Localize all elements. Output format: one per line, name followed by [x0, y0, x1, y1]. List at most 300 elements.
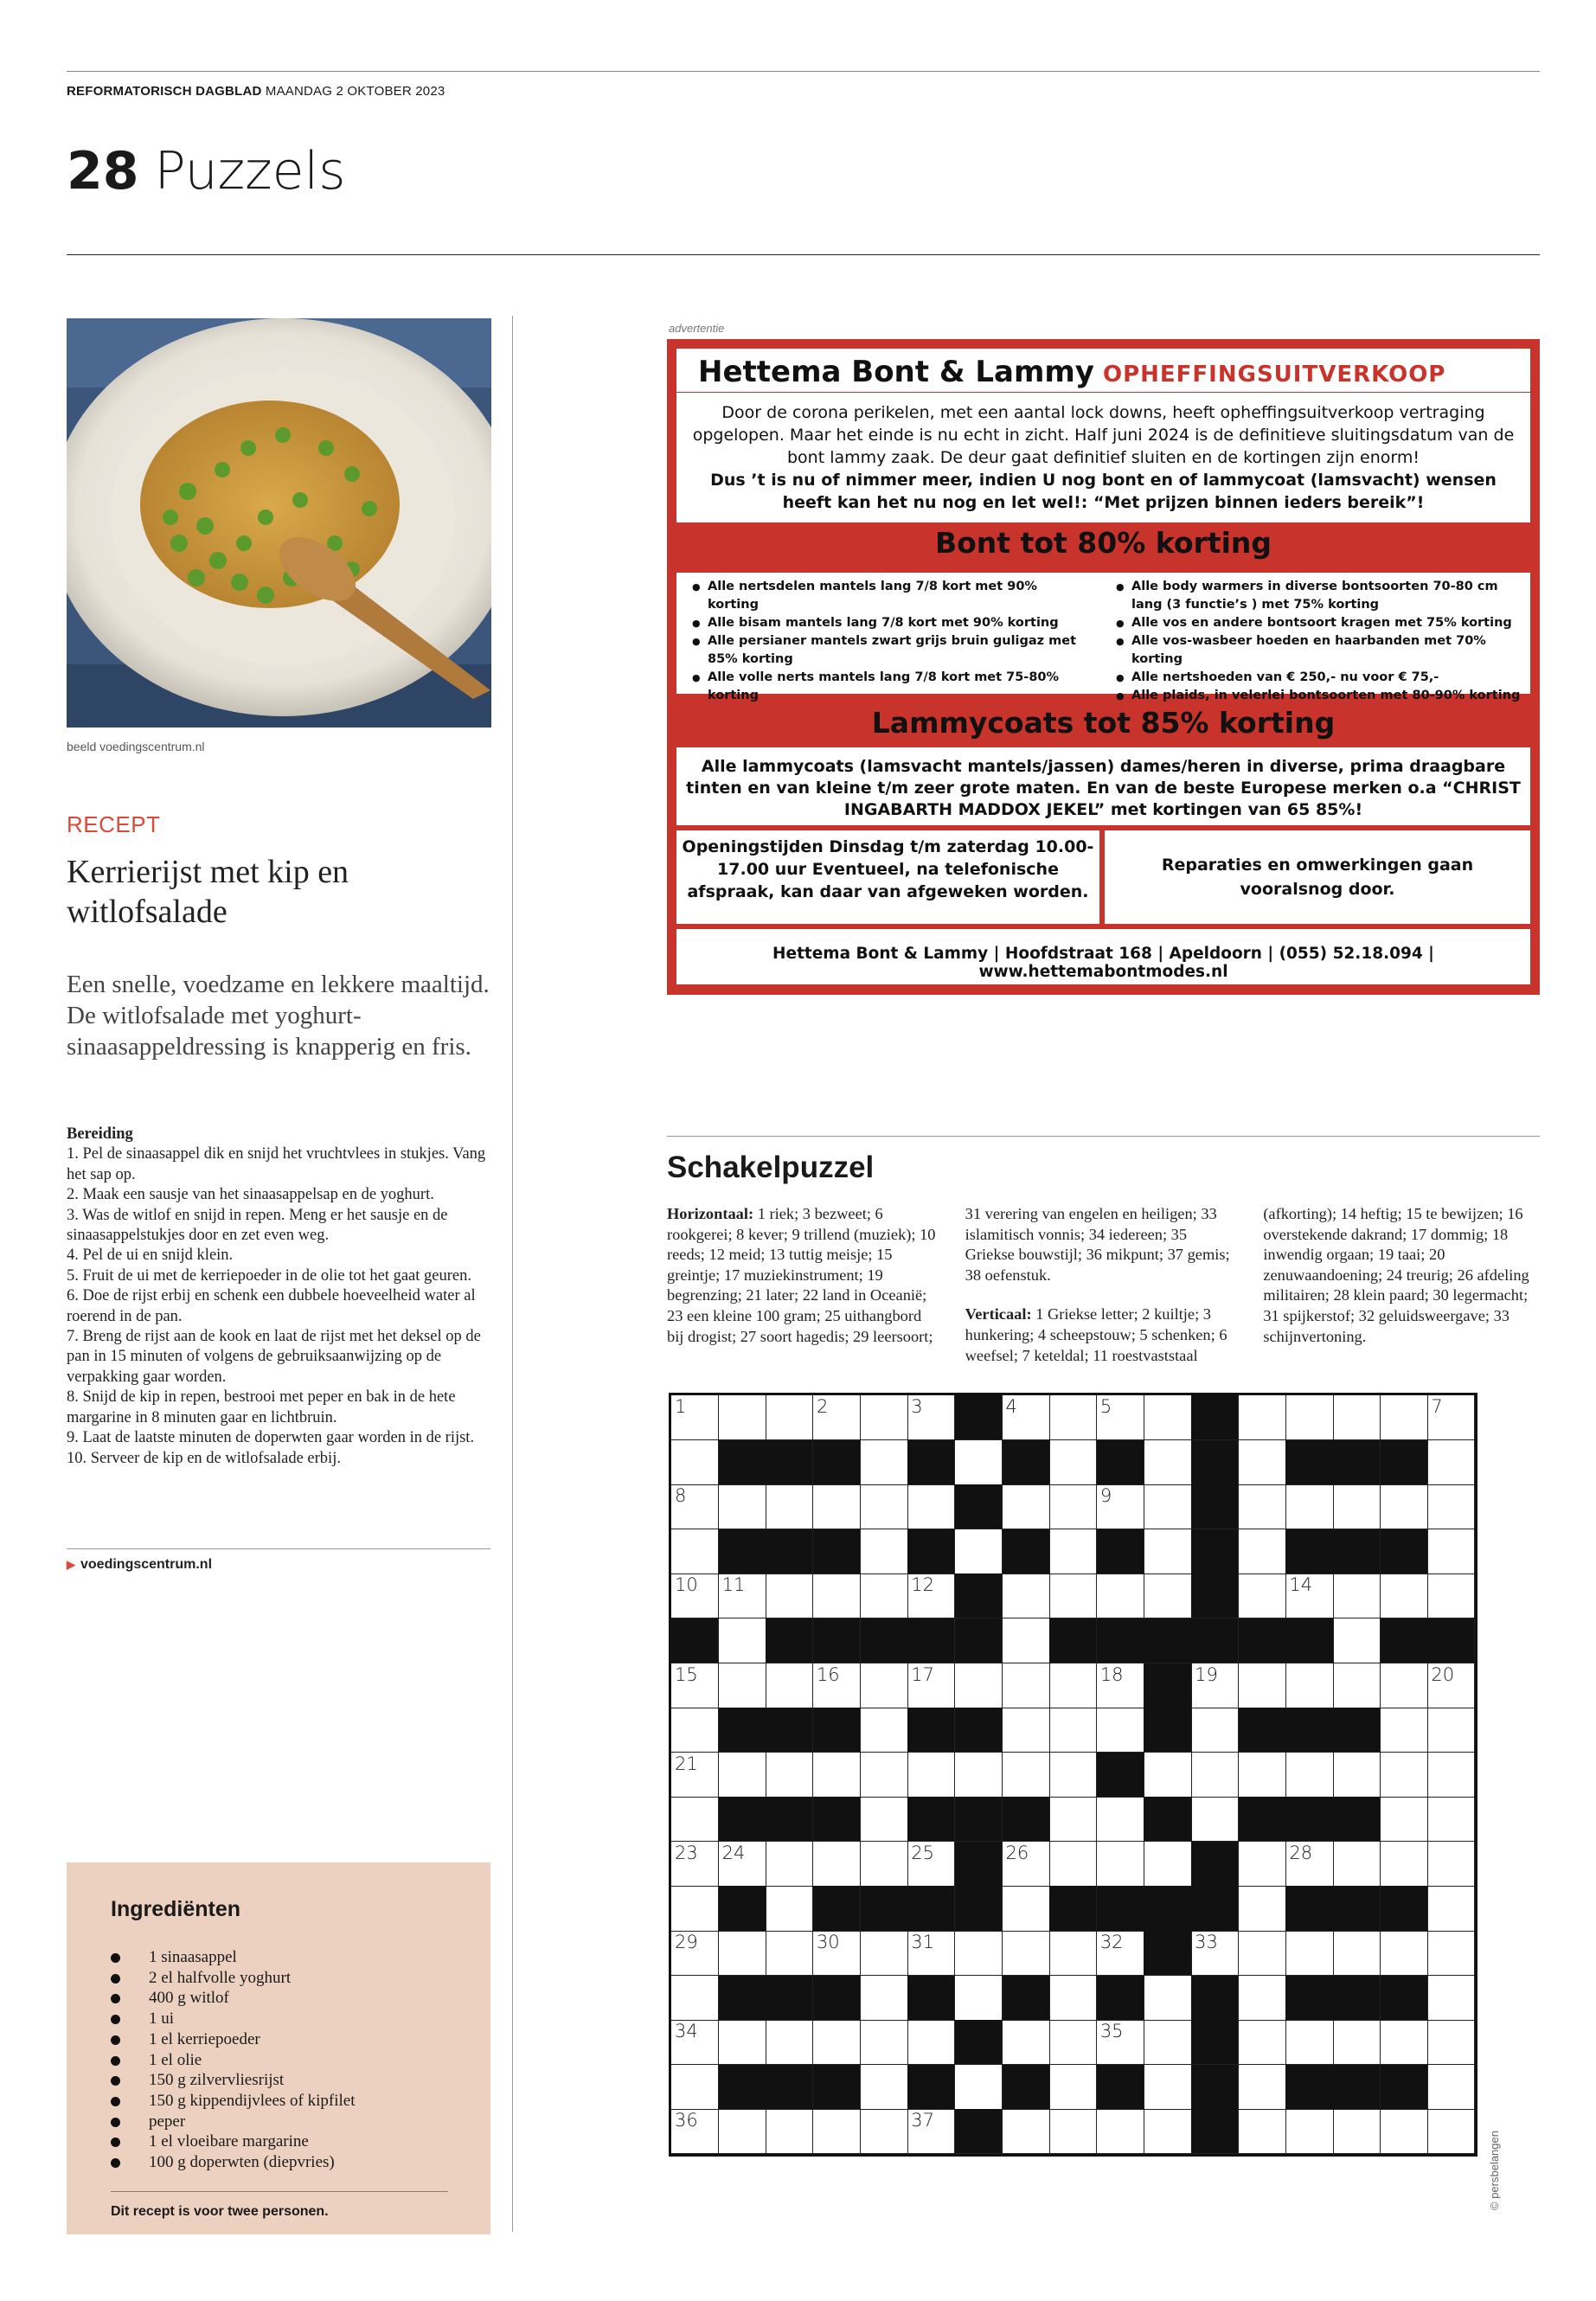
grid-cell[interactable]	[1191, 1708, 1239, 1753]
grid-cell[interactable]	[1381, 1842, 1428, 1887]
grid-cell[interactable]	[1097, 1484, 1144, 1529]
grid-block	[1381, 1886, 1428, 1931]
grid-cell[interactable]	[719, 1395, 766, 1440]
grid-block	[1097, 1886, 1144, 1931]
clues-across-label: Horizontaal:	[667, 1205, 754, 1222]
grid-block	[1097, 2065, 1144, 2110]
grid-cell[interactable]	[813, 1663, 861, 1708]
grid-cell[interactable]	[1191, 1931, 1239, 1976]
grid-cell[interactable]	[1381, 1931, 1428, 1976]
lammy-discount-pre: Lammycoats tot	[871, 706, 1131, 740]
arrow-right-icon: ▶	[67, 1558, 75, 1571]
grid-cell[interactable]	[1049, 1797, 1097, 1842]
grid-cell[interactable]	[1049, 1976, 1097, 2021]
grid-cell[interactable]	[1097, 1574, 1144, 1618]
grid-cell[interactable]	[955, 1931, 1003, 1976]
grid-block	[1191, 2109, 1239, 2154]
grid-cell[interactable]	[1285, 2109, 1333, 2154]
grid-cell[interactable]	[861, 1484, 908, 1529]
grid-cell[interactable]	[1427, 2109, 1475, 2154]
grid-cell[interactable]	[813, 2109, 861, 2154]
grid-cell[interactable]	[813, 1842, 861, 1887]
grid-block	[1381, 1440, 1428, 1485]
grid-cell[interactable]	[813, 1931, 861, 1976]
grid-cell[interactable]	[1333, 1842, 1381, 1887]
grid-cell[interactable]	[861, 1842, 908, 1887]
recipe-method	[67, 1125, 495, 1469]
grid-cell[interactable]	[1097, 1931, 1144, 1976]
bont-offer-item: ● Alle vos-wasbeer hoeden en haarbanden met 70% korting	[1112, 632, 1524, 669]
grid-cell[interactable]	[1003, 1618, 1050, 1663]
grid-cell[interactable]	[1427, 2065, 1475, 2110]
grid-block	[907, 2065, 955, 2110]
grid-cell[interactable]	[1381, 1753, 1428, 1798]
grid-cell[interactable]	[1427, 1753, 1475, 1798]
grid-cell[interactable]	[1427, 2020, 1475, 2065]
grid-cell[interactable]	[671, 1797, 719, 1842]
grid-cell[interactable]	[1427, 1708, 1475, 1753]
repairs-note: Reparaties en omwerkingen gaan vooralsnog door.	[1161, 856, 1474, 899]
grid-cell[interactable]	[719, 1484, 766, 1529]
advert-title	[698, 355, 1445, 389]
advert-brand: Hettema Bont & Lammy	[698, 355, 1094, 389]
grid-block	[813, 1708, 861, 1753]
grid-cell[interactable]	[955, 1529, 1003, 1574]
grid-block	[1381, 1976, 1428, 2021]
grid-cell[interactable]	[1003, 1753, 1050, 1798]
grid-cell[interactable]	[766, 1574, 813, 1618]
clues-down-label: Verticaal:	[965, 1305, 1032, 1324]
grid-cell[interactable]	[1097, 1663, 1144, 1708]
grid-cell[interactable]	[1239, 1529, 1286, 1574]
grid-block	[1049, 1618, 1097, 1663]
grid-cell[interactable]	[1003, 2020, 1050, 2065]
grid-clue-number: 33	[1195, 1932, 1218, 1953]
grid-cell[interactable]	[1333, 1663, 1381, 1708]
grid-cell[interactable]	[861, 1663, 908, 1708]
ingredient-item: 1 el olie	[111, 2050, 474, 2071]
grid-cell[interactable]	[1049, 1663, 1097, 1708]
grid-cell[interactable]	[671, 2065, 719, 2110]
grid-cell[interactable]	[1427, 1842, 1475, 1887]
grid-block	[1333, 1797, 1381, 1842]
grid-cell[interactable]	[1285, 2020, 1333, 2065]
recipe-source-link[interactable]	[67, 1557, 212, 1573]
grid-cell[interactable]	[766, 1931, 813, 1976]
grid-cell[interactable]	[1239, 1395, 1286, 1440]
grid-block	[955, 1574, 1003, 1618]
grid-cell[interactable]	[955, 1440, 1003, 1485]
grid-block	[1333, 1529, 1381, 1574]
grid-clue-number: 31	[911, 1932, 934, 1953]
grid-cell[interactable]	[861, 1976, 908, 2021]
grid-cell[interactable]	[1381, 1484, 1428, 1529]
grid-block	[1381, 1618, 1428, 1663]
grid-block	[719, 1797, 766, 1842]
grid-cell[interactable]	[671, 1663, 719, 1708]
grid-cell[interactable]	[1239, 2109, 1286, 2154]
grid-block	[1333, 1440, 1381, 1485]
grid-cell[interactable]	[1427, 1395, 1475, 1440]
method-step: 6. Doe de rijst erbij en schenk een dubbele hoeveelheid water al roerend in de pan.	[67, 1287, 476, 1325]
grid-cell[interactable]	[1003, 1842, 1050, 1887]
grid-cell[interactable]	[1097, 1395, 1144, 1440]
grid-clue-number: 28	[1289, 1842, 1313, 1863]
grid-cell[interactable]	[1333, 1395, 1381, 1440]
method-step: 4. Pel de ui en snijd klein.	[67, 1247, 234, 1265]
grid-block	[813, 1797, 861, 1842]
grid-cell[interactable]	[719, 1618, 766, 1663]
grid-block	[766, 1797, 813, 1842]
ingredients-box	[67, 1862, 490, 2234]
grid-cell[interactable]	[1427, 1663, 1475, 1708]
grid-clue-number: 1	[675, 1396, 687, 1417]
grid-cell[interactable]	[1097, 1708, 1144, 1753]
grid-cell[interactable]	[671, 1395, 719, 1440]
grid-cell[interactable]	[1097, 2020, 1144, 2065]
grid-cell[interactable]	[1285, 1395, 1333, 1440]
grid-block	[1191, 1842, 1239, 1887]
grid-clue-number: 11	[721, 1574, 746, 1596]
grid-block	[1239, 1708, 1286, 1753]
grid-cell[interactable]	[766, 1753, 813, 1798]
advert-contact: Hettema Bont & Lammy | Hoofdstraat 168 | Apeldoorn | (055) 52.18.094 | www.hettemabontmodes.nl	[772, 945, 1434, 981]
grid-cell[interactable]	[1333, 2020, 1381, 2065]
grid-cell[interactable]	[1144, 2065, 1191, 2110]
grid-block	[1333, 1708, 1381, 1753]
grid-cell[interactable]	[1427, 1484, 1475, 1529]
grid-cell[interactable]	[1144, 1753, 1191, 1798]
grid-cell[interactable]	[1381, 1797, 1428, 1842]
grid-cell[interactable]	[671, 1842, 719, 1887]
grid-block	[1144, 1931, 1191, 1976]
grid-cell[interactable]	[1049, 1395, 1097, 1440]
grid-cell[interactable]	[719, 1931, 766, 1976]
grid-cell[interactable]	[1285, 1663, 1333, 1708]
grid-cell[interactable]	[907, 1395, 955, 1440]
grid-cell[interactable]	[1333, 1931, 1381, 1976]
grid-cell[interactable]	[1427, 1976, 1475, 2021]
grid-cell[interactable]	[861, 2109, 908, 2154]
grid-cell[interactable]	[907, 1574, 955, 1618]
grid-cell[interactable]	[1049, 1753, 1097, 1798]
grid-cell[interactable]	[813, 2020, 861, 2065]
grid-cell[interactable]	[861, 1708, 908, 1753]
grid-cell[interactable]	[1381, 1574, 1428, 1618]
bont-offers-box	[676, 573, 1530, 702]
ingredients-list	[111, 1947, 474, 2173]
grid-cell[interactable]	[1191, 1663, 1239, 1708]
masthead-date: MAANDAG 2 OKTOBER 2023	[265, 84, 445, 99]
grid-cell[interactable]	[907, 1753, 955, 1798]
grid-cell[interactable]	[1239, 1886, 1286, 1931]
crossword-grid[interactable]	[669, 1393, 1477, 2157]
grid-block	[955, 1842, 1003, 1887]
grid-block	[766, 1708, 813, 1753]
grid-cell[interactable]	[1239, 2020, 1286, 2065]
grid-block	[766, 1618, 813, 1663]
grid-cell[interactable]	[1239, 1574, 1286, 1618]
grid-cell[interactable]	[813, 1395, 861, 1440]
grid-cell[interactable]	[1381, 2109, 1428, 2154]
ingredient-item: 150 g kippendijvlees of kipfilet	[111, 2091, 474, 2112]
grid-cell[interactable]	[719, 1842, 766, 1887]
grid-block	[1144, 1663, 1191, 1708]
grid-cell[interactable]	[1003, 1886, 1050, 1931]
grid-block	[1333, 1976, 1381, 2021]
grid-cell[interactable]	[1049, 1842, 1097, 1887]
photo-credit: beeld voedingscentrum.nl	[67, 740, 205, 753]
grid-cell[interactable]	[907, 2020, 955, 2065]
grid-cell[interactable]	[1239, 1440, 1286, 1485]
grid-cell[interactable]	[1381, 2020, 1428, 2065]
grid-cell[interactable]	[1049, 1708, 1097, 1753]
grid-cell[interactable]	[671, 1753, 719, 1798]
grid-block	[861, 1886, 908, 1931]
grid-cell[interactable]	[955, 1976, 1003, 2021]
method-step: 5. Fruit de ui met de kerriepoeder in de olie tot het gaat geuren.	[67, 1266, 471, 1285]
grid-cell[interactable]	[1144, 1529, 1191, 1574]
grid-block	[1049, 1886, 1097, 1931]
grid-block	[719, 1529, 766, 1574]
grid-cell[interactable]	[1239, 1931, 1286, 1976]
grid-clue-number: 14	[1289, 1574, 1313, 1596]
grid-cell[interactable]	[955, 2065, 1003, 2110]
grid-block	[719, 1440, 766, 1485]
grid-cell[interactable]	[813, 1574, 861, 1618]
grid-block	[1003, 1529, 1050, 1574]
grid-cell[interactable]	[1381, 1663, 1428, 1708]
method-step: 1. Pel de sinaasappel dik en snijd het vruchtvlees in stukjes. Vang het sap op.	[67, 1145, 486, 1183]
grid-cell[interactable]	[1191, 1753, 1239, 1798]
grid-cell[interactable]	[766, 1663, 813, 1708]
grid-cell[interactable]	[1097, 2109, 1144, 2154]
grid-clue-number: 5	[1099, 1396, 1112, 1417]
grid-cell[interactable]	[671, 1886, 719, 1931]
grid-block	[907, 1529, 955, 1574]
bont-offer-item: ● Alle nertshoeden van € 250,- nu voor € 75,-	[1112, 669, 1524, 687]
grid-cell[interactable]	[861, 1753, 908, 1798]
advert-footer-box	[676, 929, 1530, 984]
grid-block	[1191, 1440, 1239, 1485]
grid-cell[interactable]	[1097, 1842, 1144, 1887]
grid-cell[interactable]	[1003, 1484, 1050, 1529]
grid-cell[interactable]	[955, 1663, 1003, 1708]
grid-cell[interactable]	[1239, 1976, 1286, 2021]
grid-cell[interactable]	[1381, 1708, 1428, 1753]
grid-block	[719, 2065, 766, 2110]
grid-cell[interactable]	[671, 1484, 719, 1529]
grid-cell[interactable]	[1003, 1663, 1050, 1708]
grid-cell[interactable]	[1239, 1753, 1286, 1798]
grid-cell[interactable]	[1191, 1797, 1239, 1842]
grid-cell[interactable]	[1427, 1440, 1475, 1485]
grid-block	[1191, 1976, 1239, 2021]
grid-block	[1285, 1440, 1333, 1485]
grid-block	[1003, 1976, 1050, 2021]
grid-cell[interactable]	[1333, 1484, 1381, 1529]
grid-cell[interactable]	[1239, 1663, 1286, 1708]
grid-cell[interactable]	[1049, 1574, 1097, 1618]
grid-cell[interactable]	[907, 1842, 955, 1887]
grid-cell[interactable]	[955, 1753, 1003, 1798]
grid-clue-number: 9	[1099, 1485, 1112, 1507]
grid-block	[955, 1886, 1003, 1931]
grid-block	[1191, 1886, 1239, 1931]
grid-cell[interactable]	[1097, 1797, 1144, 1842]
grid-cell[interactable]	[766, 1395, 813, 1440]
grid-cell[interactable]	[1239, 2065, 1286, 2110]
grid-cell[interactable]	[861, 1395, 908, 1440]
grid-cell[interactable]	[1049, 1484, 1097, 1529]
grid-cell[interactable]	[1049, 1529, 1097, 1574]
grid-block	[719, 1708, 766, 1753]
advert-label: advertentie	[669, 322, 725, 335]
grid-cell[interactable]	[1003, 1574, 1050, 1618]
grid-block	[955, 1797, 1003, 1842]
grid-cell[interactable]	[766, 1886, 813, 1931]
grid-block	[1285, 1618, 1333, 1663]
page-number: 28	[67, 141, 139, 202]
grid-cell[interactable]	[1333, 2109, 1381, 2154]
method-step: 3. Was de witlof en snijd in repen. Meng er het sausje en de sinaasappelstukjes door en zet even weg.	[67, 1206, 448, 1245]
grid-block	[955, 1618, 1003, 1663]
grid-cell[interactable]	[671, 1440, 719, 1485]
grid-cell[interactable]	[1144, 2020, 1191, 2065]
puzzle-title: Schakelpuzzel	[667, 1150, 875, 1184]
grid-cell[interactable]	[1144, 1484, 1191, 1529]
grid-cell[interactable]	[907, 1931, 955, 1976]
grid-clue-number: 15	[675, 1663, 698, 1685]
grid-cell[interactable]	[719, 1753, 766, 1798]
grid-block	[1191, 1618, 1239, 1663]
grid-cell[interactable]	[1003, 1708, 1050, 1753]
grid-cell[interactable]	[1427, 1931, 1475, 1976]
grid-cell[interactable]	[1381, 1395, 1428, 1440]
grid-cell[interactable]	[719, 1574, 766, 1618]
grid-cell[interactable]	[1285, 1574, 1333, 1618]
grid-block	[1381, 1529, 1428, 1574]
grid-cell[interactable]	[907, 1663, 955, 1708]
grid-cell[interactable]	[1333, 1618, 1381, 1663]
grid-block	[1285, 1797, 1333, 1842]
grid-cell[interactable]	[907, 1484, 955, 1529]
grid-cell[interactable]	[861, 1797, 908, 1842]
grid-cell[interactable]	[861, 1440, 908, 1485]
grid-cell[interactable]	[861, 2020, 908, 2065]
recipe-source-text[interactable]: voedingscentrum.nl	[80, 1557, 213, 1572]
grid-cell[interactable]	[813, 1753, 861, 1798]
grid-cell[interactable]	[719, 1663, 766, 1708]
grid-clue-number: 23	[675, 1842, 698, 1863]
ingredients-title: Ingrediënten	[111, 1897, 241, 1921]
grid-clue-number: 10	[675, 1574, 698, 1596]
grid-cell[interactable]	[1144, 1574, 1191, 1618]
grid-cell[interactable]	[671, 1976, 719, 2021]
grid-block	[1191, 1529, 1239, 1574]
grid-block	[1097, 1618, 1144, 1663]
grid-cell[interactable]	[1049, 1440, 1097, 1485]
grid-cell[interactable]	[671, 1931, 719, 1976]
ingredient-item: 1 el vloeibare margarine	[111, 2131, 474, 2152]
grid-cell[interactable]	[1427, 1574, 1475, 1618]
grid-cell[interactable]	[671, 1708, 719, 1753]
grid-cell[interactable]	[766, 2109, 813, 2154]
grid-cell[interactable]	[671, 1529, 719, 1574]
grid-cell[interactable]	[1049, 1931, 1097, 1976]
grid-cell[interactable]	[1427, 1797, 1475, 1842]
recipe-intro: Een snelle, voedzame en lekkere maaltijd. De witlofsalade met yoghurt-sinaasappeldressing is knapperig en fris.	[67, 971, 490, 1061]
grid-cell[interactable]	[1144, 1976, 1191, 2021]
grid-block	[1191, 2065, 1239, 2110]
grid-cell[interactable]	[766, 1484, 813, 1529]
grid-cell[interactable]	[1333, 1753, 1381, 1798]
grid-cell[interactable]	[861, 1529, 908, 1574]
grid-cell[interactable]	[1049, 2109, 1097, 2154]
grid-cell[interactable]	[1049, 2065, 1097, 2110]
grid-cell[interactable]	[1285, 1753, 1333, 1798]
grid-cell[interactable]	[1144, 1440, 1191, 1485]
grid-cell[interactable]	[719, 2020, 766, 2065]
grid-cell[interactable]	[1144, 2109, 1191, 2154]
grid-cell[interactable]	[1144, 1842, 1191, 1887]
grid-block	[813, 1976, 861, 2021]
grid-cell[interactable]	[861, 1931, 908, 1976]
grid-cell[interactable]	[1333, 1574, 1381, 1618]
grid-cell[interactable]	[719, 2109, 766, 2154]
grid-cell[interactable]	[671, 1574, 719, 1618]
grid-cell[interactable]	[1239, 1484, 1286, 1529]
puzzle-copyright: © persbelangen	[1488, 2131, 1501, 2210]
grid-cell[interactable]	[1285, 1931, 1333, 1976]
grid-cell[interactable]	[1049, 2020, 1097, 2065]
grid-clue-number: 8	[675, 1485, 687, 1507]
grid-cell[interactable]	[671, 2020, 719, 2065]
lammy-discount-post: korting	[1219, 706, 1336, 740]
grid-clue-number: 19	[1195, 1663, 1218, 1685]
grid-cell[interactable]	[1144, 1395, 1191, 1440]
grid-cell[interactable]	[1285, 1484, 1333, 1529]
grid-block	[813, 2065, 861, 2110]
grid-cell[interactable]	[907, 2109, 955, 2154]
grid-block	[955, 1708, 1003, 1753]
grid-clue-number: 4	[1005, 1396, 1017, 1417]
grid-cell[interactable]	[1003, 1931, 1050, 1976]
grid-block	[1003, 1440, 1050, 1485]
grid-block	[766, 1440, 813, 1485]
grid-block	[1097, 1529, 1144, 1574]
grid-block	[1333, 1886, 1381, 1931]
grid-cell[interactable]	[1003, 2109, 1050, 2154]
grid-cell[interactable]	[1003, 1395, 1050, 1440]
grid-cell[interactable]	[813, 1484, 861, 1529]
grid-cell[interactable]	[1239, 1842, 1286, 1887]
grid-cell[interactable]	[1427, 1529, 1475, 1574]
grid-cell[interactable]	[766, 1842, 813, 1887]
grid-block	[766, 1529, 813, 1574]
clues-down-text: 1 Griekse letter; 2 kuiltje; 3 hunkering; 4 scheepstouw; 5 schenken; 6 weefsel; 7 keteldal; 11 roestvaststaal (afkorting); 14 heftig; 15 te bewijzen; 16 overstekende dakrand; 17 dommig; 18 inwendig orgaan; 19 taai; 20 zenuwaandoening; 24 treurig; 26 afdeling militairen; 28 klein paard; 30 legermacht; 31 spijkerstof; 32 geluidsweergave; 33 schijnvertoning.	[965, 1205, 1529, 1364]
grid-cell[interactable]	[766, 2020, 813, 2065]
method-step: 8. Snijd de kip in repen, bestrooi met peper en bak in de hete margarine in 8 minuten gaar en lichtbruin.	[67, 1388, 456, 1426]
grid-block	[907, 1886, 955, 1931]
grid-cell[interactable]	[861, 1574, 908, 1618]
grid-cell[interactable]	[861, 2065, 908, 2110]
grid-cell[interactable]	[1427, 1886, 1475, 1931]
grid-cell[interactable]	[1285, 1842, 1333, 1887]
grid-block	[1144, 1797, 1191, 1842]
grid-block	[719, 1976, 766, 2021]
grid-cell[interactable]	[671, 2109, 719, 2154]
